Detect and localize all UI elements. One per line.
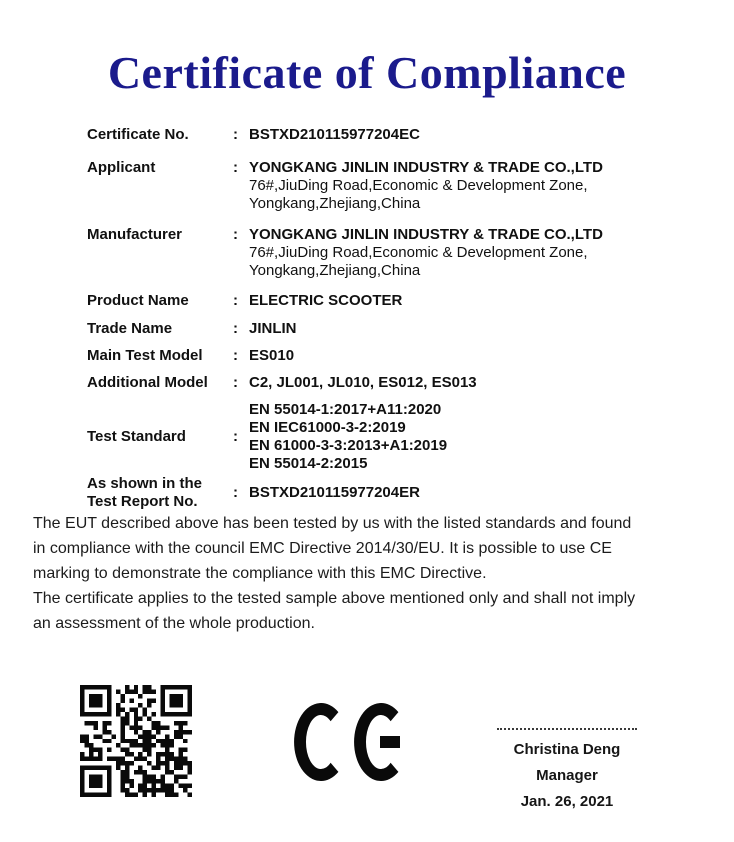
field-row-additional-model <box>87 374 687 392</box>
compliance-statement <box>33 511 718 636</box>
field-value-line: 76#,JiuDing Road,Economic & Development Zone, <box>249 244 588 261</box>
field-value-line: C2, JL001, JL010, ES012, ES013 <box>249 374 477 391</box>
statement-line: in compliance with the council EMC Directive 2014/30/EU. It is possible to use CE <box>33 540 612 557</box>
field-label: Manufacturer <box>87 226 183 243</box>
field-value <box>249 374 687 392</box>
ce-mark-icon <box>294 703 406 781</box>
field-value-line: YONGKANG JINLIN INDUSTRY & TRADE CO.,LTD <box>249 226 603 243</box>
field-value-line: EN 61000-3-3:2013+A1:2019 <box>249 437 448 454</box>
field-row-certificate-no <box>87 126 687 144</box>
field-value-line: EN 55014-2:2015 <box>249 455 368 472</box>
field-value-line: JINLIN <box>249 320 297 337</box>
statement-line: an assessment of the whole production. <box>33 615 315 632</box>
field-colon: : <box>233 320 238 337</box>
field-value-line: EN 55014-1:2017+A11:2020 <box>249 401 442 418</box>
field-label: Test Standard <box>87 428 186 445</box>
signatory-name: Christina Deng <box>513 741 621 758</box>
field-row-applicant <box>87 159 687 213</box>
field-row-trade-name <box>87 320 687 338</box>
field-row-main-test-model <box>87 347 687 365</box>
field-label: Trade Name <box>87 320 173 337</box>
field-value-line: ELECTRIC SCOOTER <box>249 292 403 309</box>
field-value <box>249 126 687 144</box>
field-value-line: Yongkang,Zhejiang,China <box>249 195 421 212</box>
field-colon: : <box>233 428 238 445</box>
field-label: Applicant <box>87 159 156 176</box>
field-value-line: BSTXD210115977204ER <box>249 484 420 501</box>
field-label: Product Name <box>87 292 189 309</box>
certificate-fields <box>87 126 687 511</box>
field-label: Certificate No. <box>87 126 189 143</box>
field-value <box>249 484 687 502</box>
field-row-test-standard <box>87 401 687 473</box>
field-row-test-report-no <box>87 475 687 511</box>
field-value-line: YONGKANG JINLIN INDUSTRY & TRADE CO.,LTD <box>249 159 603 176</box>
signature-block <box>478 722 656 815</box>
field-colon: : <box>233 126 238 143</box>
field-colon: : <box>233 226 238 243</box>
field-label: Additional Model <box>87 374 208 391</box>
qr-code <box>80 685 192 797</box>
field-colon: : <box>233 374 238 391</box>
field-value <box>249 292 687 310</box>
field-value-line: Yongkang,Zhejiang,China <box>249 262 421 279</box>
field-value <box>249 347 687 365</box>
signature-date: Jan. 26, 2021 <box>520 793 614 810</box>
statement-line: The certificate applies to the tested sample above mentioned only and shall not imply <box>33 590 636 607</box>
field-colon: : <box>233 347 238 364</box>
field-value-line: EN IEC61000-3-2:2019 <box>249 419 406 436</box>
field-value <box>249 320 687 338</box>
statement-line: marking to demonstrate the compliance with this EMC Directive. <box>33 565 487 582</box>
field-colon: : <box>233 159 238 176</box>
field-colon: : <box>233 292 238 309</box>
signature-dotted-line <box>497 728 637 730</box>
field-row-manufacturer <box>87 226 687 280</box>
field-value <box>249 226 687 280</box>
field-value-line: ES010 <box>249 347 295 364</box>
statement-line: The EUT described above has been tested by us with the listed standards and found <box>33 515 632 532</box>
field-value-line: 76#,JiuDing Road,Economic & Development Zone, <box>249 177 588 194</box>
field-row-product-name <box>87 292 687 310</box>
field-value-line: BSTXD210115977204EC <box>249 126 420 143</box>
certificate-title: Certificate of Compliance <box>107 47 627 98</box>
field-label: Main Test Model <box>87 347 203 364</box>
signatory-role: Manager <box>536 767 598 784</box>
field-value <box>249 401 687 473</box>
field-value <box>249 159 687 213</box>
field-label: As shown in the Test Report No. <box>87 475 203 510</box>
field-colon: : <box>233 484 238 501</box>
